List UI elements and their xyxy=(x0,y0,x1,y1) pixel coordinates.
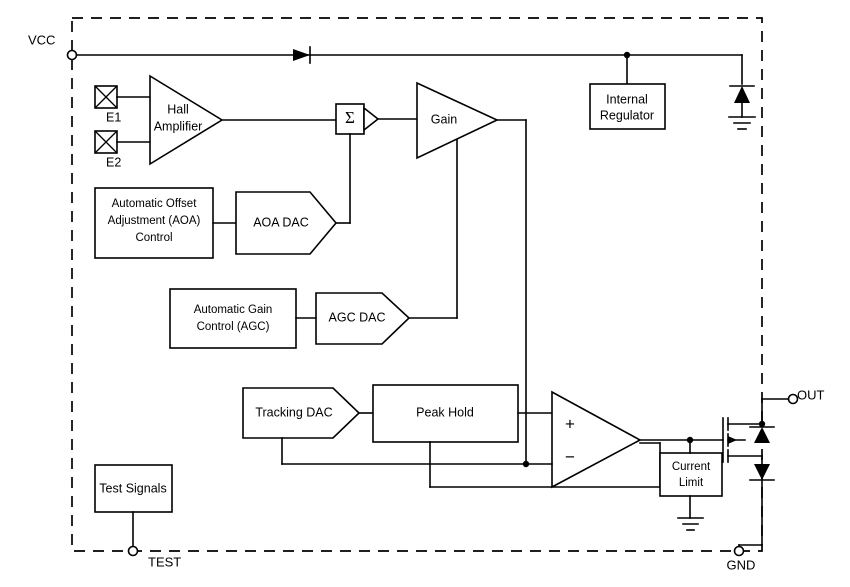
hall-element-e2-label: E2 xyxy=(106,155,122,170)
current-limit-label-line1: Current xyxy=(671,461,711,474)
mosfet-body-arrow xyxy=(728,436,737,444)
comparator-minus-label: − xyxy=(565,447,575,467)
tracking-dac-label: Tracking DAC xyxy=(255,405,333,420)
vcc-pin-terminal xyxy=(68,51,77,60)
test-pin-terminal xyxy=(129,547,138,556)
out-pin-label: OUT xyxy=(797,387,825,403)
peak-hold-label: Peak Hold xyxy=(416,405,474,420)
current-limit-label-line2: Limit xyxy=(678,477,704,490)
aoa-control-label-line2: Adjustment (AOA) xyxy=(107,215,201,228)
internal-regulator-label-line1: Internal xyxy=(606,92,648,107)
gnd-pin-terminal xyxy=(735,547,744,556)
vcc-pin-label: VCC xyxy=(28,32,56,48)
summing-node-arrow xyxy=(364,108,378,130)
internal-regulator-label-line2: Regulator xyxy=(599,108,655,123)
hall-amplifier-label-line2: Amplifier xyxy=(153,119,203,134)
comparator-shape xyxy=(552,392,640,487)
gnd-pin-label: GND xyxy=(726,557,756,573)
gain-amplifier-label: Gain xyxy=(430,112,458,127)
current-limit-box xyxy=(660,453,722,496)
agc-control-box xyxy=(170,289,296,348)
series-diode-body xyxy=(293,49,310,61)
out-zener-lower-triangle xyxy=(754,464,770,480)
aoa-control-label-line1: Automatic Offset xyxy=(111,198,197,211)
comparator-plus-label: + xyxy=(565,414,575,434)
vcc-zener-triangle xyxy=(734,86,750,103)
out-zener-upper-triangle xyxy=(754,427,770,443)
aoa-control-label-line3: Control xyxy=(135,232,173,245)
agc-dac-label: AGC DAC xyxy=(328,310,386,325)
summing-node-label: Σ xyxy=(345,107,355,127)
hall-element-e1-label: E1 xyxy=(106,110,122,125)
agc-control-label-line1: Automatic Gain xyxy=(193,304,273,317)
aoa-dac-label: AOA DAC xyxy=(253,215,309,230)
agc-control-label-line2: Control (AGC) xyxy=(196,321,270,334)
test-signals-label: Test Signals xyxy=(99,481,167,496)
test-pin-label: TEST xyxy=(148,554,182,570)
hall-amplifier-label-line1: Hall xyxy=(167,102,189,117)
